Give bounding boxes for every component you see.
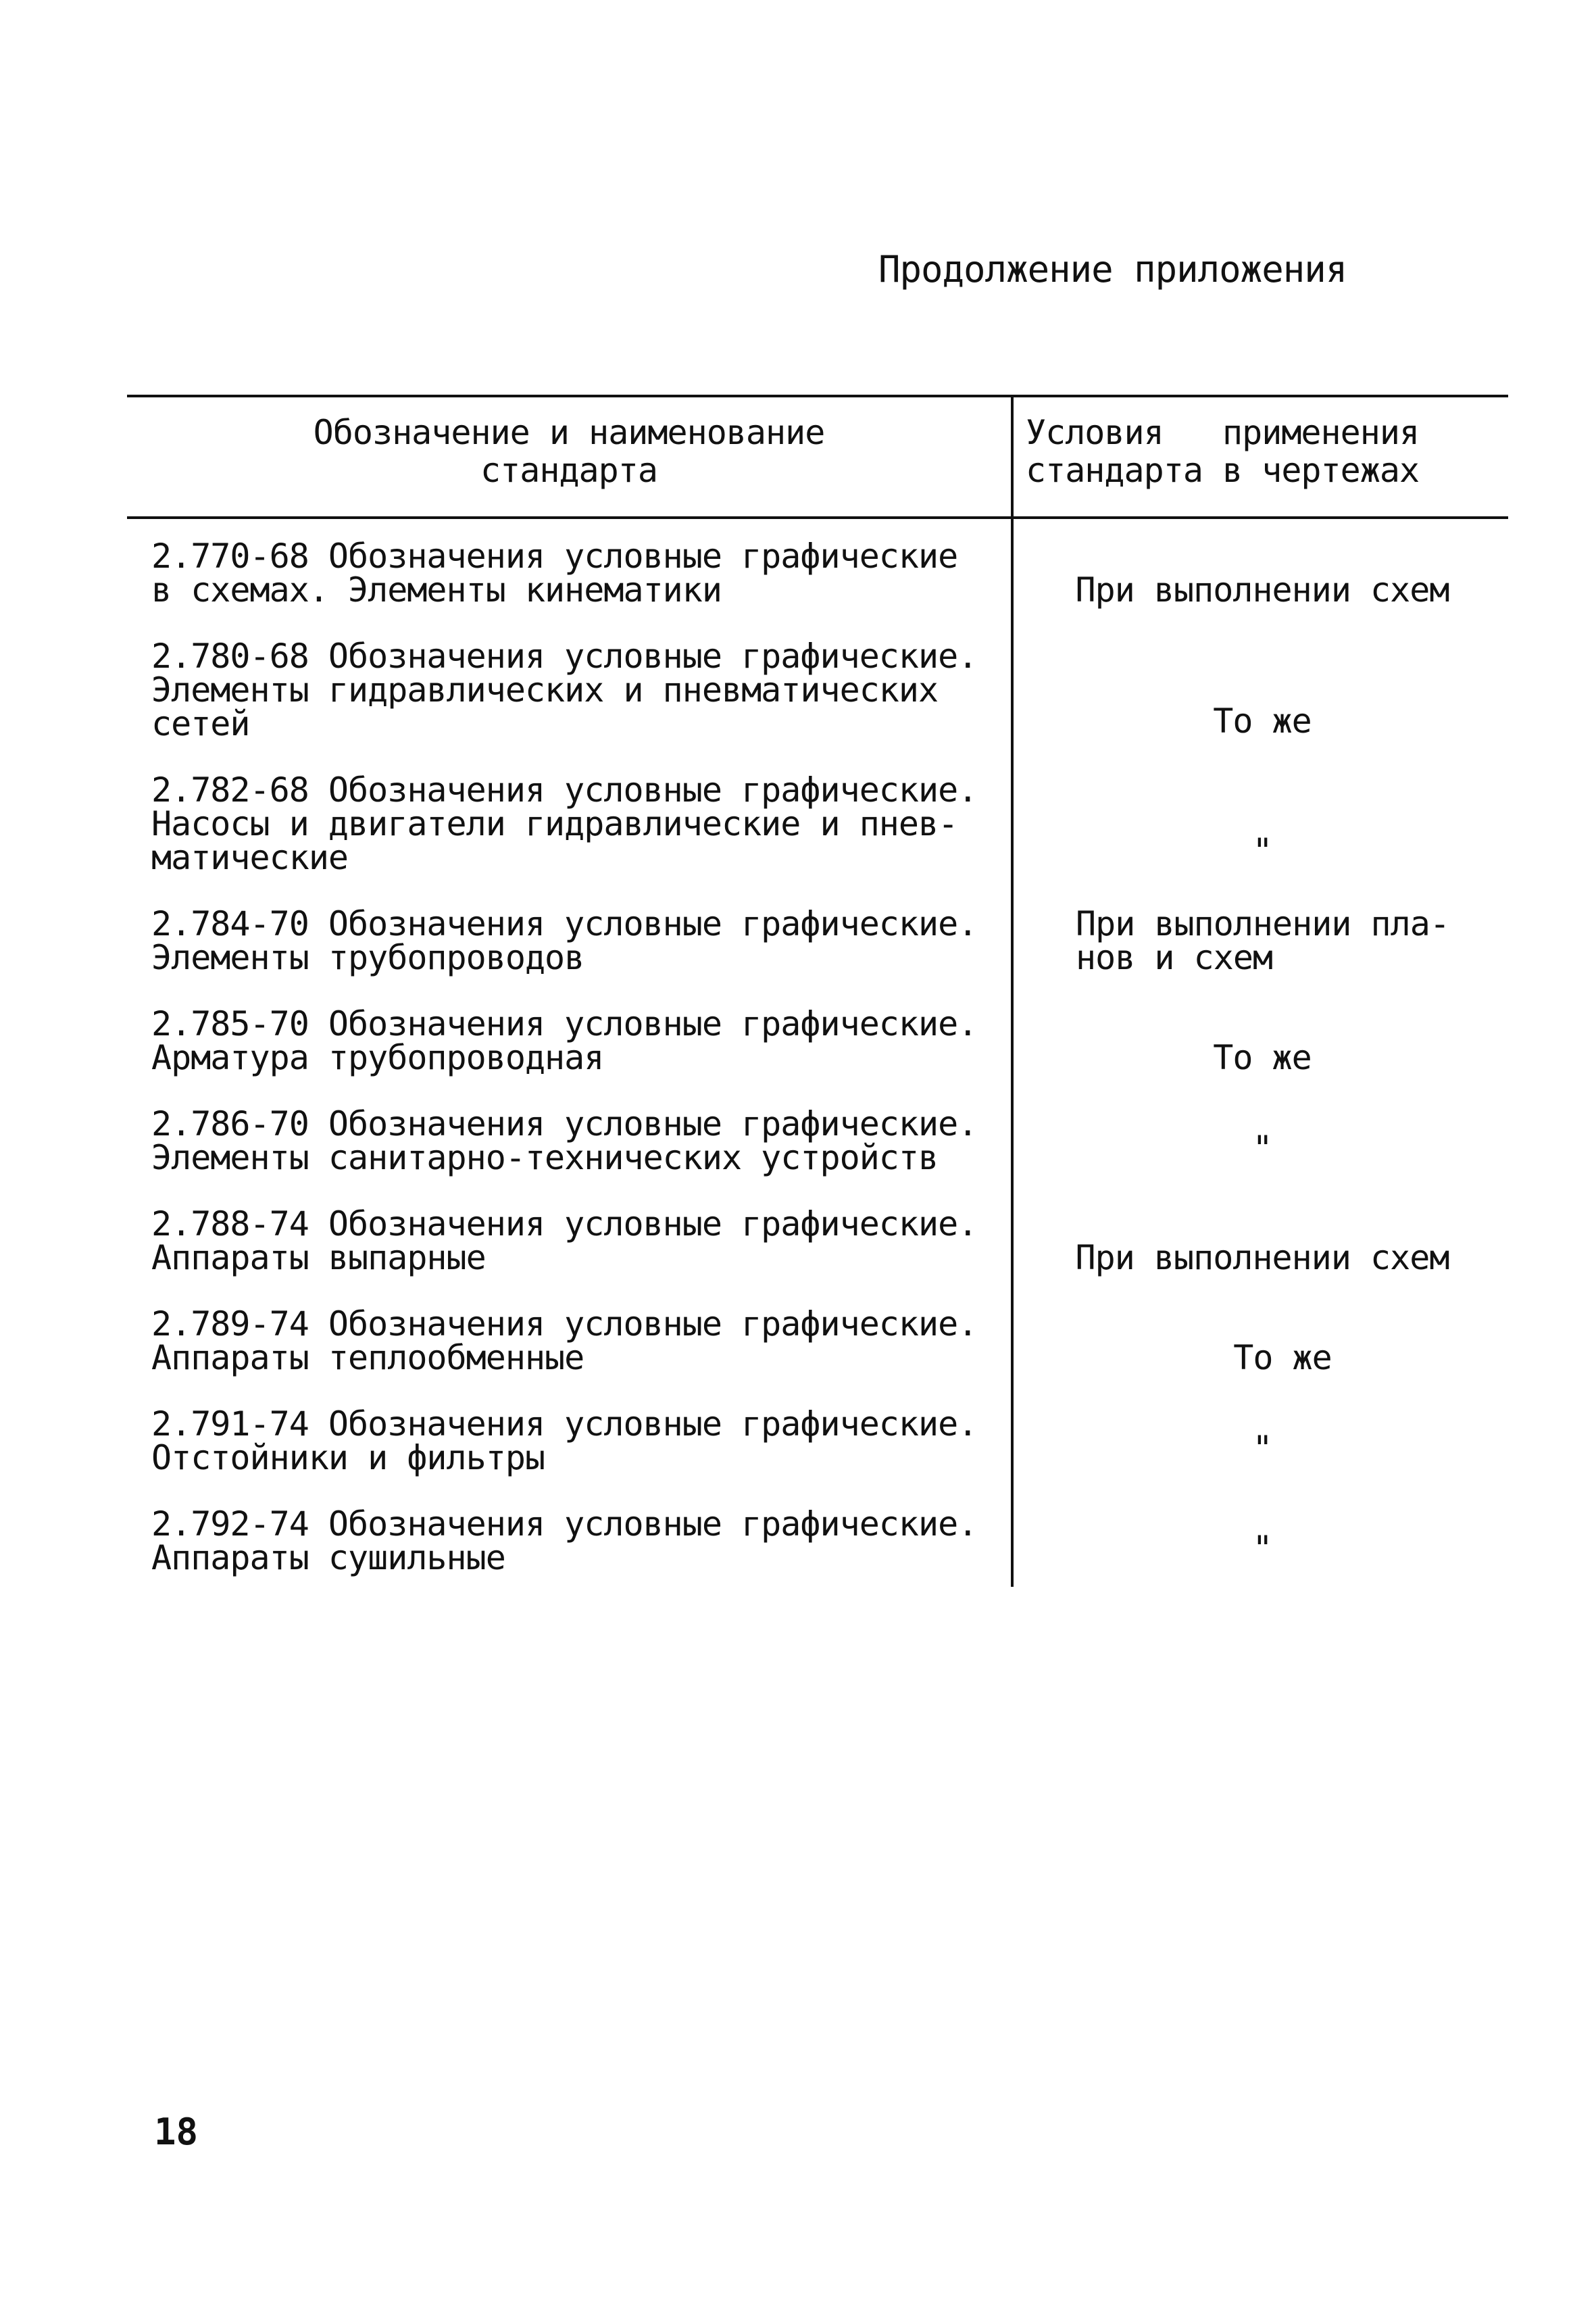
header-conditions-line: стандарта в чертежах — [1026, 451, 1420, 490]
header-designation — [127, 414, 1011, 489]
row-conditions-line: То же — [1213, 1038, 1312, 1077]
row-designation-line: 2.792-74 Обозначения условные графические. — [151, 1504, 978, 1544]
row-designation — [151, 1004, 1004, 1077]
row-conditions — [1046, 1338, 1519, 1377]
row-designation — [151, 1504, 1004, 1577]
page-number: 18 — [154, 2111, 199, 2153]
header-designation-line: Обозначение и наименование — [313, 413, 825, 452]
row-conditions-line: То же — [1213, 701, 1312, 741]
row-designation-line: Элементы трубопроводов — [151, 938, 584, 977]
row-conditions — [1026, 1238, 1499, 1277]
row-designation-line: Аппараты выпарные — [151, 1238, 486, 1277]
row-designation — [151, 1304, 1004, 1377]
row-designation-line: Отстойники и фильтры — [151, 1438, 545, 1477]
row-designation-line: 2.782-68 Обозначения условные графические. — [151, 770, 978, 810]
row-designation-line: 2.791-74 Обозначения условные графические. — [151, 1404, 978, 1444]
table-top-rule — [127, 395, 1508, 397]
row-designation-line: Насосы и двигатели гидравлические и пнев- — [151, 804, 958, 843]
row-designation-line: 2.784-70 Обозначения условные графические. — [151, 904, 978, 943]
row-conditions — [1026, 1129, 1499, 1168]
row-designation-line: 2.785-70 Обозначения условные графические. — [151, 1004, 978, 1043]
row-conditions-line: " — [1252, 1529, 1272, 1568]
page-heading: Продолжение приложения — [878, 248, 1347, 291]
row-conditions-line: При выполнении схем — [1075, 1238, 1449, 1277]
row-conditions-line: " — [1252, 1129, 1272, 1168]
row-designation-line: Арматура трубопроводная — [151, 1038, 604, 1077]
row-conditions-line: " — [1252, 831, 1272, 870]
row-designation-line: Аппараты теплообменные — [151, 1338, 584, 1377]
row-conditions — [1026, 1038, 1499, 1077]
row-conditions — [1026, 701, 1499, 741]
row-conditions-line: При выполнении схем — [1075, 570, 1449, 610]
row-designation-line: Элементы гидравлических и пневматических — [151, 670, 939, 710]
row-designation-line: матические — [151, 838, 349, 877]
row-designation — [151, 1204, 1004, 1277]
header-designation-line: стандарта — [480, 451, 657, 490]
row-conditions-line: " — [1252, 1429, 1272, 1468]
row-designation — [151, 770, 1004, 877]
row-designation — [151, 1404, 1004, 1477]
row-designation — [151, 639, 1004, 741]
row-conditions-line: При выполнении пла- — [1076, 904, 1449, 943]
row-conditions — [1026, 1529, 1499, 1568]
row-designation — [151, 904, 1004, 977]
header-conditions-line: Условия применения — [1026, 413, 1420, 452]
table-header-rule — [127, 516, 1508, 519]
row-designation — [151, 1104, 1004, 1177]
row-conditions — [1026, 1429, 1499, 1468]
row-designation-line: 2.788-74 Обозначения условные графические. — [151, 1204, 978, 1244]
row-conditions-line: То же — [1233, 1338, 1332, 1377]
row-designation-line: Аппараты сушильные — [151, 1538, 505, 1577]
row-designation-line: в схемах. Элементы кинематики — [151, 570, 722, 610]
header-conditions — [1026, 414, 1499, 489]
row-designation-line: 2.780-68 Обозначения условные графические. — [151, 637, 978, 676]
row-designation-line: Элементы санитарно-технических устройств — [151, 1138, 939, 1177]
table-column-divider — [1011, 395, 1014, 1587]
row-designation-line: сетей — [151, 704, 250, 743]
row-designation-line: 2.770-68 Обозначения условные графические — [151, 537, 958, 576]
row-designation-line: 2.789-74 Обозначения условные графические. — [151, 1304, 978, 1344]
row-conditions — [1076, 904, 1549, 977]
row-conditions — [1026, 570, 1499, 610]
row-conditions-line: нов и схем — [1076, 938, 1273, 977]
row-designation — [151, 537, 1004, 610]
row-conditions — [1026, 831, 1499, 870]
row-designation-line: 2.786-70 Обозначения условные графические. — [151, 1104, 978, 1143]
